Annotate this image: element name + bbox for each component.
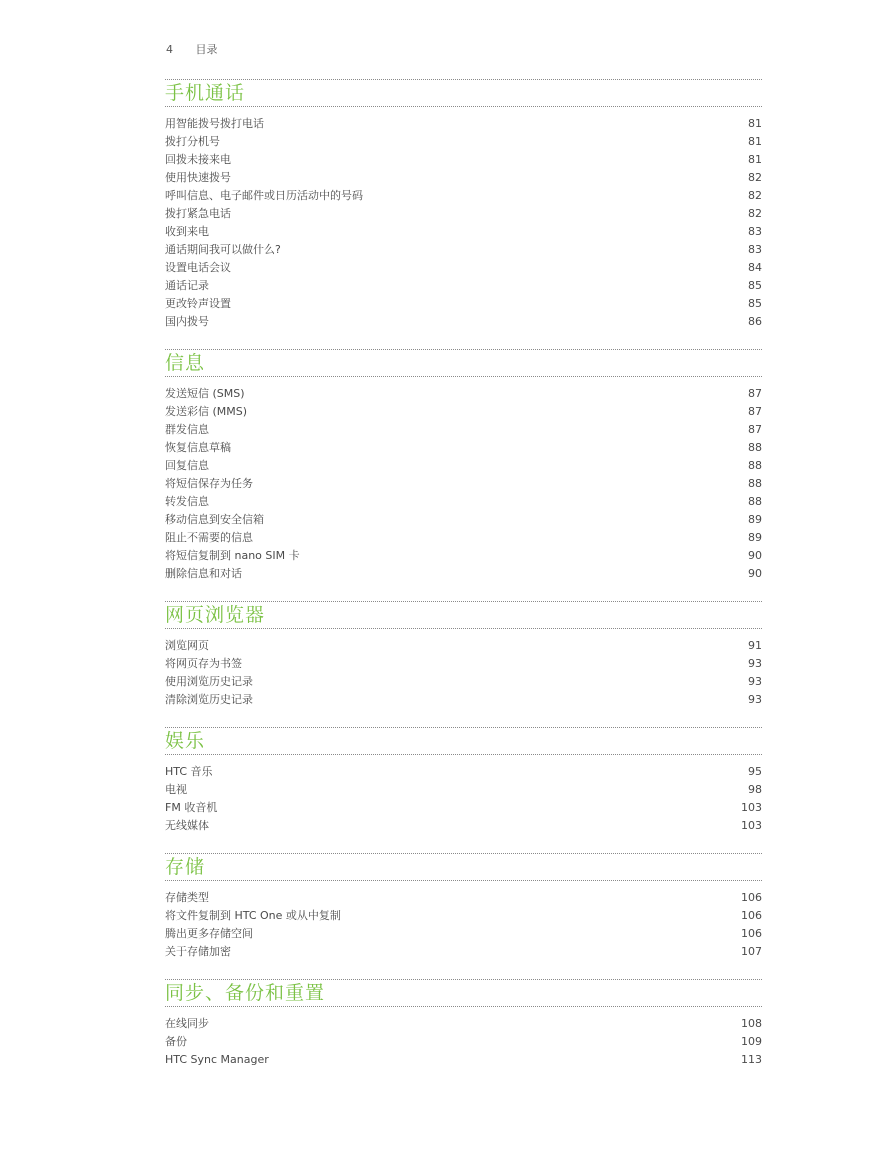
entry-label: 删除信息和对话 (165, 567, 242, 580)
page-number: 4 (166, 43, 173, 56)
entry-page-number: 81 (748, 153, 762, 166)
entry-label: 阻止不需要的信息 (165, 531, 253, 544)
toc-entry[interactable] (165, 691, 762, 709)
toc-entry[interactable] (165, 313, 762, 331)
toc-entry[interactable] (165, 637, 762, 655)
toc-entry[interactable] (165, 1033, 762, 1051)
entry-label: 将短信复制到 nano SIM 卡 (165, 549, 300, 562)
toc-entry[interactable] (165, 781, 762, 799)
entry-page-number: 82 (748, 171, 762, 184)
entry-label: 使用快速拨号 (165, 171, 231, 184)
toc-entry[interactable] (165, 511, 762, 529)
section-header (165, 601, 762, 629)
entry-label: 存储类型 (165, 891, 209, 904)
entry-page-number: 98 (748, 783, 762, 796)
entry-page-number: 93 (748, 693, 762, 706)
toc-section (165, 601, 762, 709)
toc-entry[interactable] (165, 673, 762, 691)
entry-label: 通话记录 (165, 279, 209, 292)
entry-label: HTC 音乐 (165, 765, 213, 778)
section-title[interactable]: 同步、备份和重置 (165, 982, 326, 1004)
header-title: 目录 (195, 43, 218, 56)
entry-page-number: 93 (748, 675, 762, 688)
toc-entry[interactable] (165, 907, 762, 925)
toc-entry[interactable] (165, 529, 762, 547)
toc-entry[interactable] (165, 889, 762, 907)
toc-entry[interactable] (165, 925, 762, 943)
toc-entry[interactable] (165, 1015, 762, 1033)
toc-entry[interactable] (165, 187, 762, 205)
entry-label: 通话期间我可以做什么? (165, 243, 281, 256)
toc-entry[interactable] (165, 1051, 762, 1069)
entry-page-number: 89 (748, 513, 762, 526)
entry-label: 在线同步 (165, 1017, 209, 1030)
toc-entry[interactable] (165, 655, 762, 673)
section-header (165, 727, 762, 755)
entry-label: 恢复信息草稿 (165, 441, 231, 454)
toc-entry[interactable] (165, 223, 762, 241)
entry-page-number: 106 (741, 927, 762, 940)
toc-section (165, 979, 762, 1069)
entry-page-number: 82 (748, 207, 762, 220)
entry-label: FM 收音机 (165, 801, 218, 814)
entry-label: 移动信息到安全信箱 (165, 513, 264, 526)
entry-label: 国内拨号 (165, 315, 209, 328)
section-header (165, 853, 762, 881)
page-header (166, 41, 218, 57)
entry-label: 回复信息 (165, 459, 209, 472)
entry-label: 转发信息 (165, 495, 209, 508)
toc-entry[interactable] (165, 403, 762, 421)
toc-entry[interactable] (165, 943, 762, 961)
entry-page-number: 87 (748, 405, 762, 418)
section-header (165, 979, 762, 1007)
entry-label: 呼叫信息、电子邮件或日历活动中的号码 (165, 189, 363, 202)
entry-page-number: 88 (748, 459, 762, 472)
toc-entry[interactable] (165, 547, 762, 565)
entry-label: 清除浏览历史记录 (165, 693, 253, 706)
entry-label: 拨打分机号 (165, 135, 220, 148)
entry-page-number: 85 (748, 297, 762, 310)
toc-entry[interactable] (165, 259, 762, 277)
entry-page-number: 106 (741, 891, 762, 904)
toc-section (165, 79, 762, 331)
entry-page-number: 86 (748, 315, 762, 328)
entry-label: 发送短信 (SMS) (165, 387, 245, 400)
toc-entry[interactable] (165, 205, 762, 223)
entry-label: 用智能拨号拨打电话 (165, 117, 264, 130)
toc-entry[interactable] (165, 493, 762, 511)
entry-page-number: 87 (748, 423, 762, 436)
section-title[interactable]: 网页浏览器 (165, 604, 266, 626)
table-of-contents (165, 79, 762, 1087)
toc-entry[interactable] (165, 295, 762, 313)
section-header (165, 349, 762, 377)
entry-page-number: 90 (748, 567, 762, 580)
entry-page-number: 85 (748, 279, 762, 292)
toc-entry[interactable] (165, 133, 762, 151)
entry-page-number: 88 (748, 495, 762, 508)
entry-label: 收到来电 (165, 225, 209, 238)
entry-label: 拨打紧急电话 (165, 207, 231, 220)
entry-page-number: 88 (748, 477, 762, 490)
section-header (165, 79, 762, 107)
toc-entry[interactable] (165, 439, 762, 457)
toc-entry[interactable] (165, 457, 762, 475)
entry-page-number: 91 (748, 639, 762, 652)
entry-label: 将短信保存为任务 (165, 477, 253, 490)
toc-entry[interactable] (165, 169, 762, 187)
entry-label: 发送彩信 (MMS) (165, 405, 248, 418)
entry-page-number: 90 (748, 549, 762, 562)
entry-page-number: 84 (748, 261, 762, 274)
section-title[interactable]: 存储 (165, 856, 206, 878)
entry-page-number: 107 (741, 945, 762, 958)
entry-label: 腾出更多存储空间 (165, 927, 253, 940)
toc-entry[interactable] (165, 421, 762, 439)
toc-entry[interactable] (165, 799, 762, 817)
entry-page-number: 81 (748, 117, 762, 130)
section-title[interactable]: 娱乐 (165, 730, 206, 752)
entry-page-number: 83 (748, 243, 762, 256)
toc-entry[interactable] (165, 817, 762, 835)
entry-label: 浏览网页 (165, 639, 209, 652)
entry-page-number: 108 (741, 1017, 762, 1030)
entry-page-number: 103 (741, 801, 762, 814)
entry-label: 更改铃声设置 (165, 297, 231, 310)
toc-entry[interactable] (165, 763, 762, 781)
toc-entry[interactable] (165, 565, 762, 583)
entry-page-number: 109 (741, 1035, 762, 1048)
toc-entry[interactable] (165, 385, 762, 403)
toc-entry[interactable] (165, 241, 762, 259)
entry-page-number: 95 (748, 765, 762, 778)
entry-page-number: 87 (748, 387, 762, 400)
entry-page-number: 81 (748, 135, 762, 148)
entry-label: 将文件复制到 HTC One 或从中复制 (165, 909, 341, 922)
toc-section (165, 727, 762, 835)
entry-label: 将网页存为书签 (165, 657, 242, 670)
entry-page-number: 82 (748, 189, 762, 202)
section-title[interactable]: 信息 (165, 352, 206, 374)
toc-section (165, 853, 762, 961)
entry-label: 关于存储加密 (165, 945, 231, 958)
entry-label: 设置电话会议 (165, 261, 231, 274)
entry-page-number: 83 (748, 225, 762, 238)
entry-page-number: 93 (748, 657, 762, 670)
entry-label: HTC Sync Manager (165, 1053, 269, 1066)
toc-entry[interactable] (165, 151, 762, 169)
entry-label: 使用浏览历史记录 (165, 675, 253, 688)
entry-label: 电视 (165, 783, 187, 796)
toc-entry[interactable] (165, 475, 762, 493)
entry-label: 备份 (165, 1035, 187, 1048)
toc-entry[interactable] (165, 115, 762, 133)
entry-page-number: 89 (748, 531, 762, 544)
toc-entry[interactable] (165, 277, 762, 295)
entry-label: 回拨未接来电 (165, 153, 231, 166)
entry-page-number: 106 (741, 909, 762, 922)
entry-page-number: 88 (748, 441, 762, 454)
toc-section (165, 349, 762, 583)
entry-label: 群发信息 (165, 423, 209, 436)
entry-label: 无线媒体 (165, 819, 209, 832)
entry-page-number: 113 (741, 1053, 762, 1066)
section-title[interactable]: 手机通话 (165, 82, 246, 104)
entry-page-number: 103 (741, 819, 762, 832)
